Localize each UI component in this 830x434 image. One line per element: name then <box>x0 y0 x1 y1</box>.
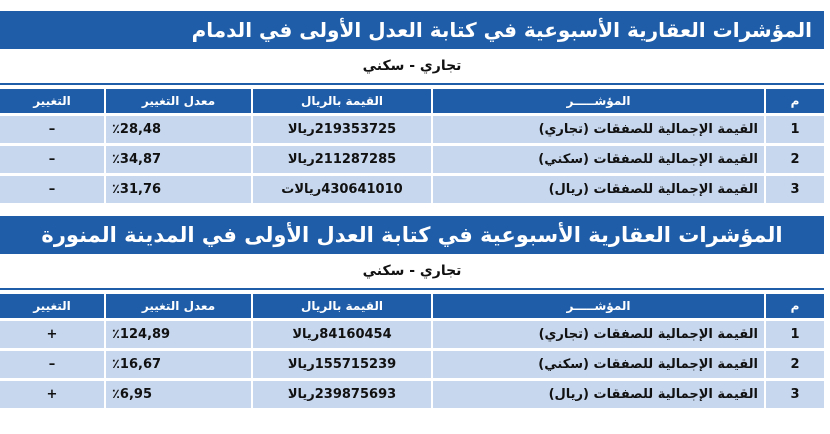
row-value: 430641010ريالات <box>251 176 431 203</box>
row-rate: ٪124,89 <box>104 321 251 348</box>
row-indicator: القيمة الإجمالية للصفقات (سكني) <box>431 351 764 378</box>
row-value: 155715239ريالا <box>251 351 431 378</box>
header-index: م <box>764 294 824 318</box>
header-indicator: المؤشـــــر <box>431 294 764 318</box>
madinah-title: المؤشرات العقارية الأسبوعية في كتابة العدل الأولى في المدينة المنورة <box>0 216 824 254</box>
row-indicator: القيمة الإجمالية للصفقات (ريال) <box>431 176 764 203</box>
table-header-row <box>0 89 824 113</box>
row-indicator: القيمة الإجمالية للصفقات (سكني) <box>431 146 764 173</box>
row-indicator: القيمة الإجمالية للصفقات (تجاري) <box>431 116 764 143</box>
row-value: 211287285ريالا <box>251 146 431 173</box>
table-row <box>0 116 824 143</box>
header-change: التغيير <box>0 89 104 113</box>
row-index: 3 <box>764 381 824 408</box>
dammam-title: المؤشرات العقارية الأسبوعية في كتابة العدل الأولى في الدمام <box>0 11 824 49</box>
row-rate: ٪16,67 <box>104 351 251 378</box>
table-row <box>0 176 824 203</box>
row-value: 219353725ريالا <box>251 116 431 143</box>
row-rate: ٪34,87 <box>104 146 251 173</box>
row-rate: ٪31,76 <box>104 176 251 203</box>
table-row <box>0 351 824 378</box>
header-rate: معدل التغيير <box>104 294 251 318</box>
dammam-data-table <box>0 86 824 206</box>
dammam-subtitle: تجاري - سكني <box>0 49 824 85</box>
row-indicator: القيمة الإجمالية للصفقات (ريال) <box>431 381 764 408</box>
header-index: م <box>764 89 824 113</box>
row-index: 1 <box>764 116 824 143</box>
row-change: + <box>0 381 104 408</box>
row-index: 2 <box>764 146 824 173</box>
dammam-indicators-table <box>0 11 824 206</box>
row-change: – <box>0 146 104 173</box>
header-value: القيمة بالريال <box>251 294 431 318</box>
table-row <box>0 381 824 408</box>
table-row <box>0 321 824 348</box>
row-index: 2 <box>764 351 824 378</box>
row-rate: ٪28,48 <box>104 116 251 143</box>
table-row <box>0 146 824 173</box>
row-index: 1 <box>764 321 824 348</box>
madinah-subtitle: تجاري - سكني <box>0 254 824 290</box>
row-change: – <box>0 176 104 203</box>
madinah-data-table <box>0 291 824 411</box>
row-change: – <box>0 116 104 143</box>
table-header-row <box>0 294 824 318</box>
header-rate: معدل التغيير <box>104 89 251 113</box>
header-value: القيمة بالريال <box>251 89 431 113</box>
row-change: – <box>0 351 104 378</box>
row-value: 84160454ريالا <box>251 321 431 348</box>
header-change: التغيير <box>0 294 104 318</box>
row-rate: ٪6,95 <box>104 381 251 408</box>
row-change: + <box>0 321 104 348</box>
row-index: 3 <box>764 176 824 203</box>
madinah-indicators-table <box>0 216 824 411</box>
row-value: 239875693ريالا <box>251 381 431 408</box>
row-indicator: القيمة الإجمالية للصفقات (تجاري) <box>431 321 764 348</box>
header-indicator: المؤشـــــر <box>431 89 764 113</box>
